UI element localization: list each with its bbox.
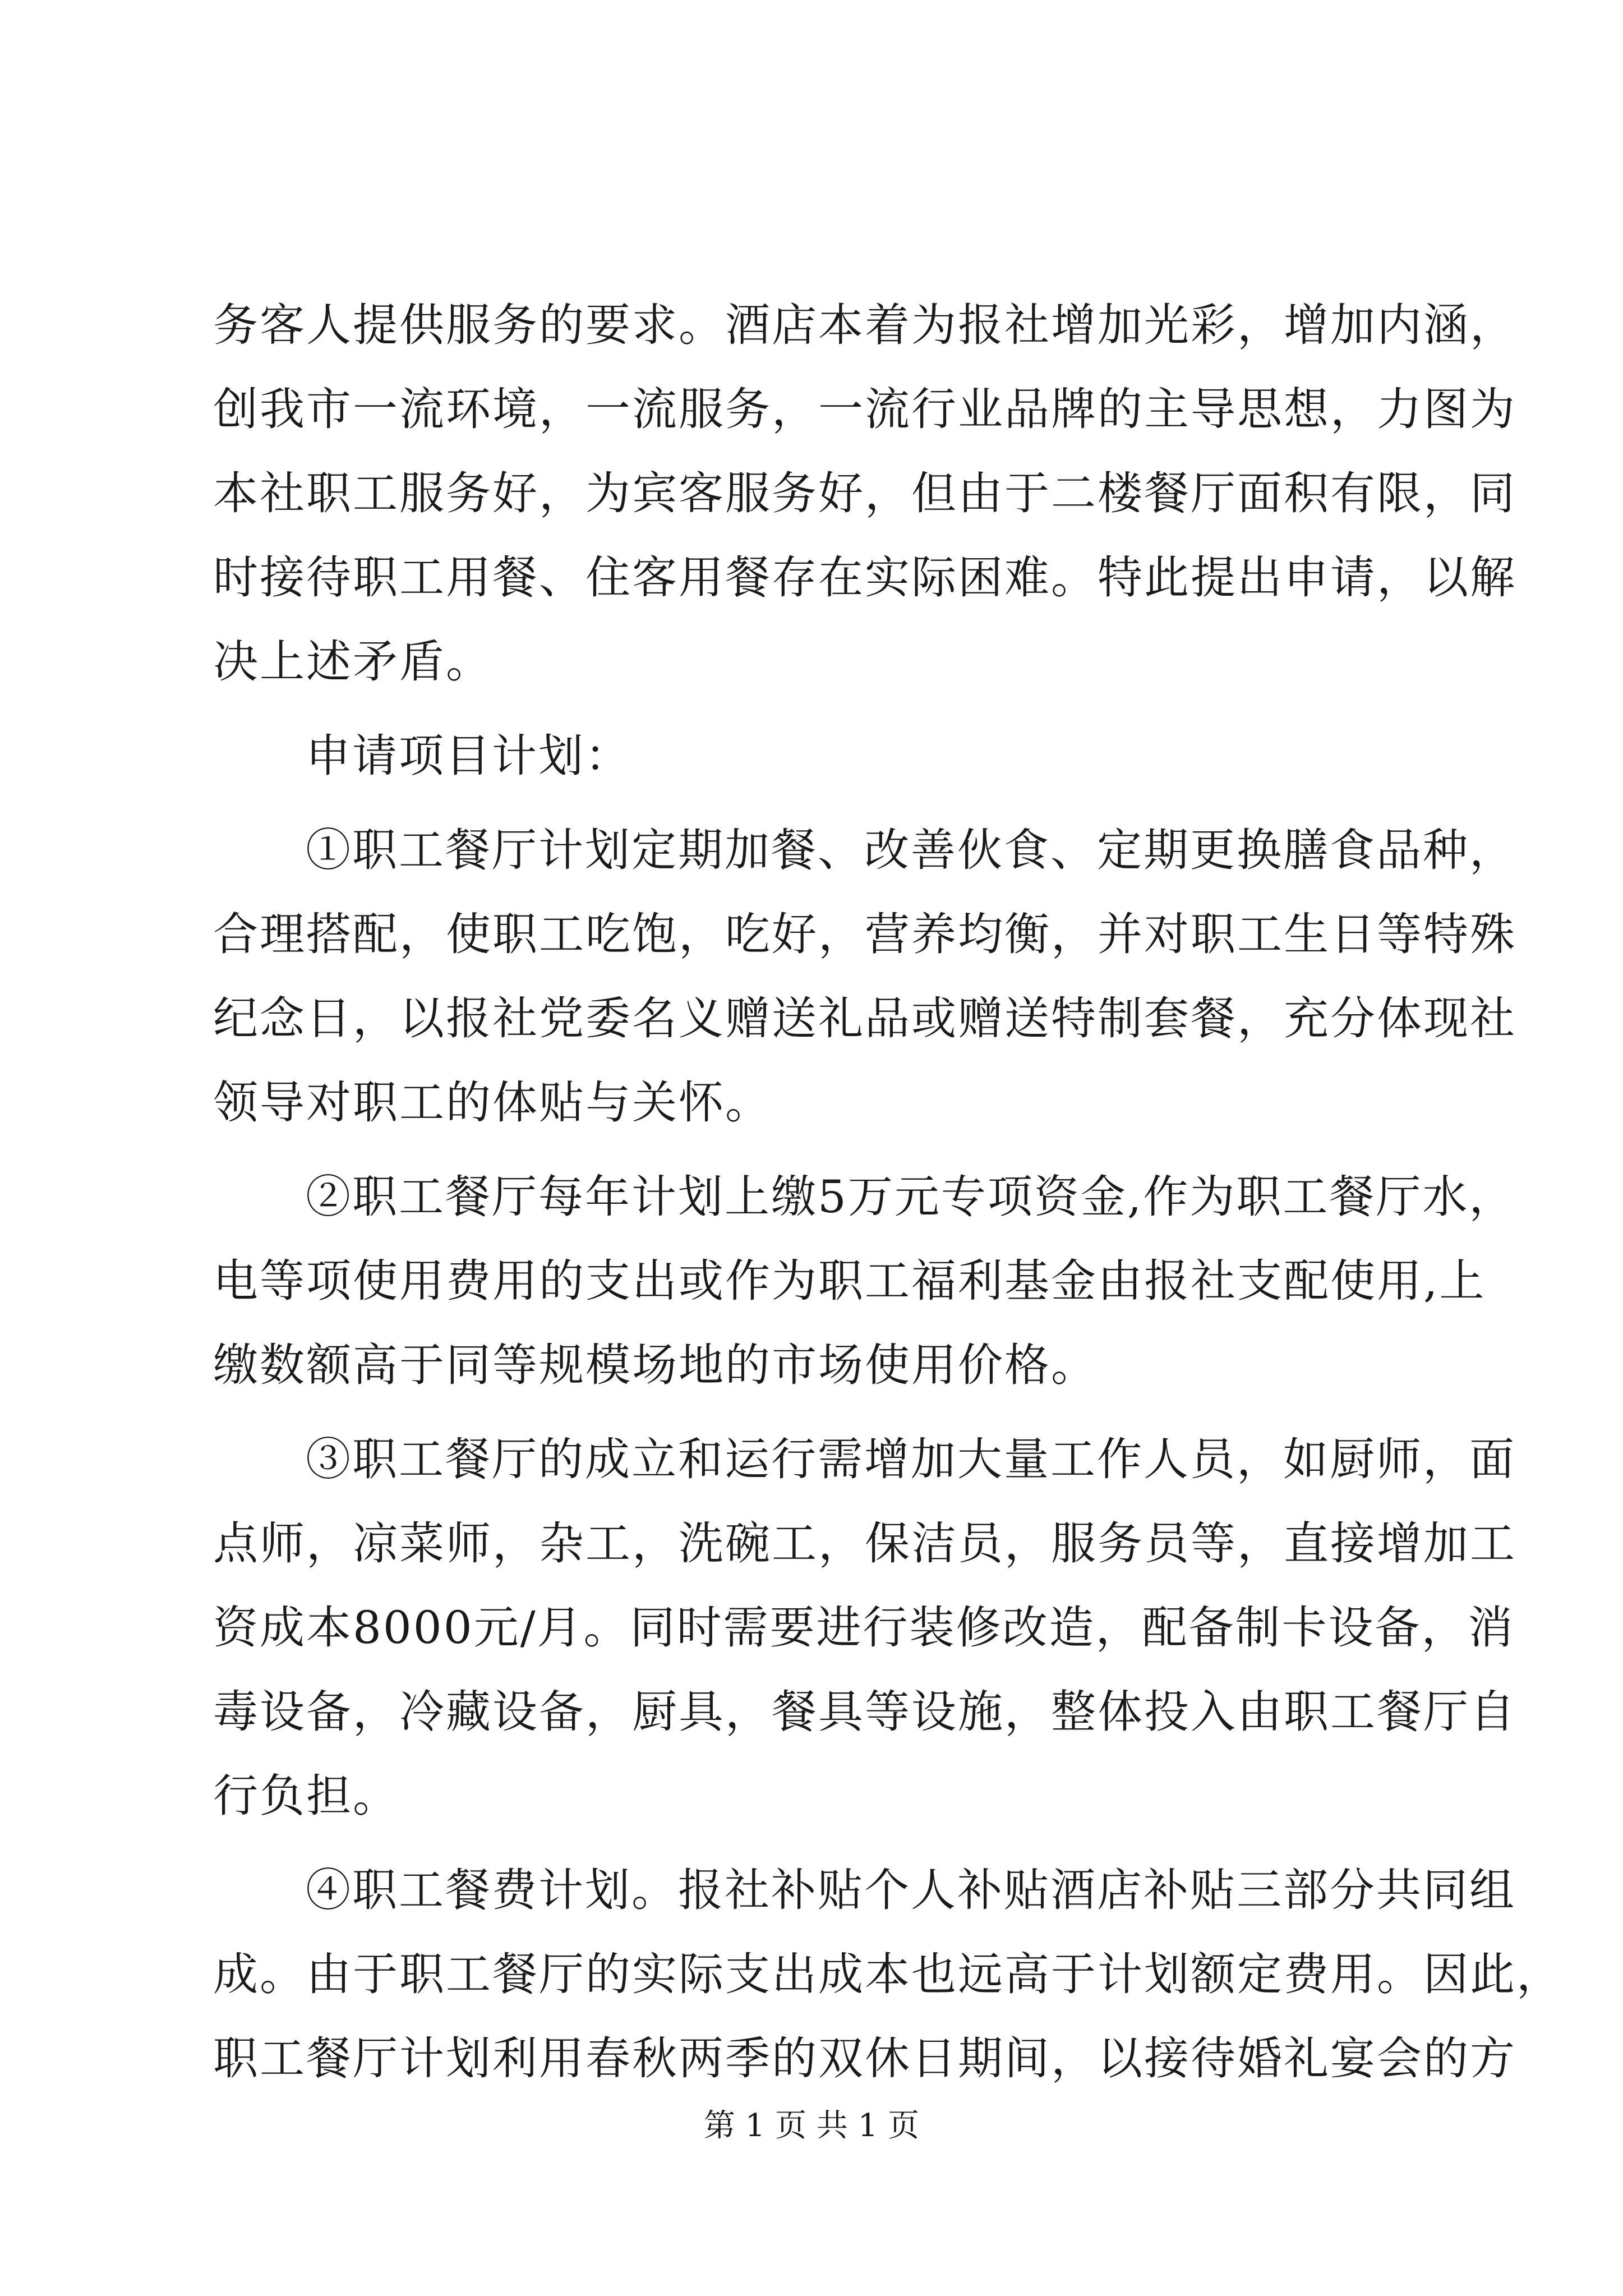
list-item-2-line: ②职工餐厅每年计划上缴5万元专项资金,作为职工餐厅水， (306, 1171, 1516, 1223)
list-item-4-line: 职工餐厅计划利用春秋两季的双休日期间，以接待婚礼宴会的方 (213, 2032, 1516, 2085)
list-item-2-line: 电等项使用费用的支出或作为职工福利基金由报社支配使用,上 (213, 1255, 1486, 1307)
list-item-1-line: 纪念日，以报社党委名义赠送礼品或赠送特制套餐，充分体现社 (213, 992, 1516, 1045)
paragraph-line: 务客人提供服务的要求。酒店本着为报社增加光彩，增加内涵， (213, 299, 1516, 351)
paragraph-line: 决上述矛盾。 (213, 636, 492, 688)
list-item-3-line: 行负担。 (213, 1770, 399, 1822)
list-item-2-line: 缴数额高于同等规模场地的市场使用价格。 (213, 1339, 1098, 1391)
list-item-1-line: 合理搭配，使职工吃饱，吃好，营养均衡，并对职工生日等特殊 (213, 908, 1516, 960)
list-item-1-line: 领导对职工的体贴与关怀。 (213, 1076, 772, 1129)
page-footer: 第 1 页 共 1 页 (703, 2108, 920, 2144)
paragraph-line: 本社职工服务好，为宾客服务好，但由于二楼餐厅面积有限，同 (213, 467, 1516, 519)
paragraph-line: 创我市一流环境，一流服务，一流行业品牌的主导思想，力图为 (213, 383, 1516, 435)
list-item-3-line: 资成本8000元/月。同时需要进行装修改造，配备制卡设备，消 (213, 1602, 1515, 1654)
list-item-3-line: 毒设备，冷藏设备，厨具，餐具等设施，整体投入由职工餐厅自 (213, 1686, 1516, 1738)
list-item-3-line: 点师，凉菜师，杂工，洗碗工，保洁员，服务员等，直接增加工 (213, 1517, 1516, 1570)
section-heading: 申请项目计划： (306, 730, 631, 782)
paragraph-line: 时接待职工用餐、住客用餐存在实际困难。特此提出申请，以解 (213, 551, 1516, 604)
list-item-4-line: ④职工餐费计划。报社补贴个人补贴酒店补贴三部分共同组 (306, 1864, 1516, 1916)
list-item-4-line: 成。由于职工餐厅的实际支出成本也远高于计划额定费用。因此， (213, 1948, 1563, 2000)
list-item-1-line: ①职工餐厅计划定期加餐、改善伙食、定期更换膳食品种， (306, 824, 1516, 876)
list-item-3-line: ③职工餐厅的成立和运行需增加大量工作人员，如厨师，面 (306, 1433, 1516, 1485)
document-body (213, 283, 1563, 2101)
